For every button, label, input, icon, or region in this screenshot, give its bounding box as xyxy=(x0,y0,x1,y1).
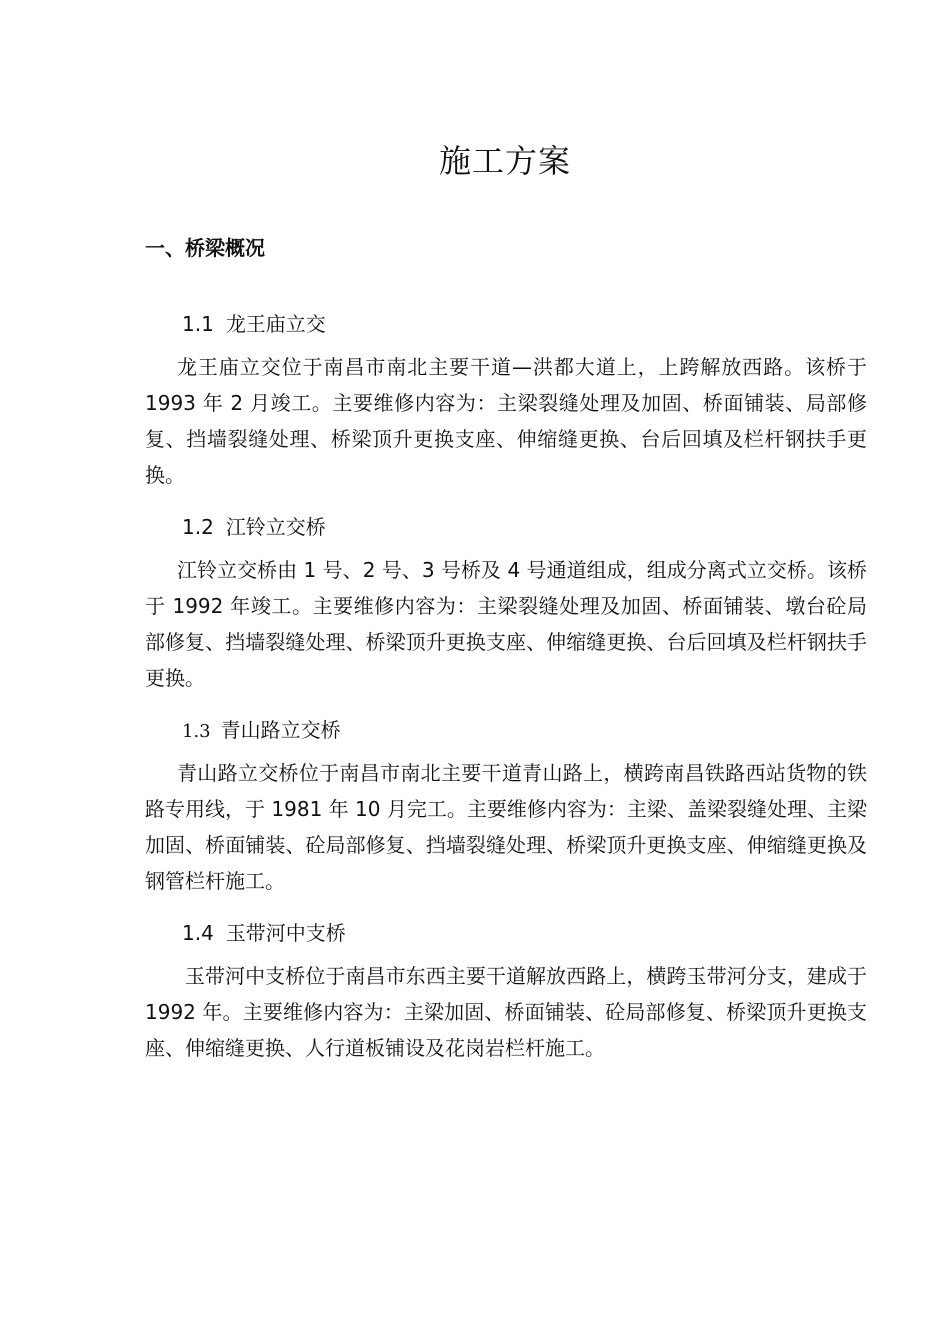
subsection-title: 龙王庙立交 xyxy=(225,312,326,336)
subsection-title: 青山路立交桥 xyxy=(220,718,341,742)
subsection-number: 1.4 xyxy=(182,921,214,945)
subsection-title: 江铃立交桥 xyxy=(225,515,326,539)
subsection-number: 1.1 xyxy=(182,312,214,336)
subsection-heading-1-4 xyxy=(182,917,346,946)
subsection-number: 1.2 xyxy=(182,515,214,539)
subsection-heading-1-3 xyxy=(182,714,341,743)
subsection-title: 玉带河中支桥 xyxy=(225,921,346,945)
subsection-heading-1-1 xyxy=(182,308,326,337)
subsection-body-1-4: 玉带河中支桥位于南昌市东西主要干道解放西路上，横跨玉带河分支，建成于 1992 年。主要维修内容为：主梁加固、桥面铺装、砼局部修复、桥梁顶升更换支座、伸缩缝更换、人行道板铺设及花岗岩栏杆施工。 xyxy=(145,964,867,1060)
document-title: 施工方案 xyxy=(438,142,571,180)
subsection-body-1-2: 江铃立交桥由 1 号、2 号、3 号桥及 4 号通道组成，组成分离式立交桥。该桥于 1992 年竣工。主要维修内容为：主梁裂缝处理及加固、桥面铺装、墩台砼局部修复、挡墙裂缝处理、桥梁顶升更换支座、伸缩缝更换、台后回填及栏杆钢扶手更换。 xyxy=(145,558,867,690)
subsection-heading-1-2 xyxy=(182,511,326,540)
section-heading: 一、桥梁概况 xyxy=(145,236,265,260)
subsection-number: 1.3 xyxy=(182,721,211,742)
subsection-body-1-3: 青山路立交桥位于南昌市南北主要干道青山路上，横跨南昌铁路西站货物的铁路专用线，于 1981 年 10 月完工。主要维修内容为：主梁、盖梁裂缝处理、主梁加固、桥面铺装、砼局部修复、挡墙裂缝处理、桥梁顶升更换支座、伸缩缝更换及钢管栏杆施工。 xyxy=(145,761,867,893)
subsection-body-1-1: 龙王庙立交位于南昌市南北主要干道—洪都大道上，上跨解放西路。该桥于 1993 年 2 月竣工。主要维修内容为：主梁裂缝处理及加固、桥面铺装、局部修复、挡墙裂缝处理、桥梁顶升更换支座、伸缩缝更换、台后回填及栏杆钢扶手更换。 xyxy=(145,355,867,487)
